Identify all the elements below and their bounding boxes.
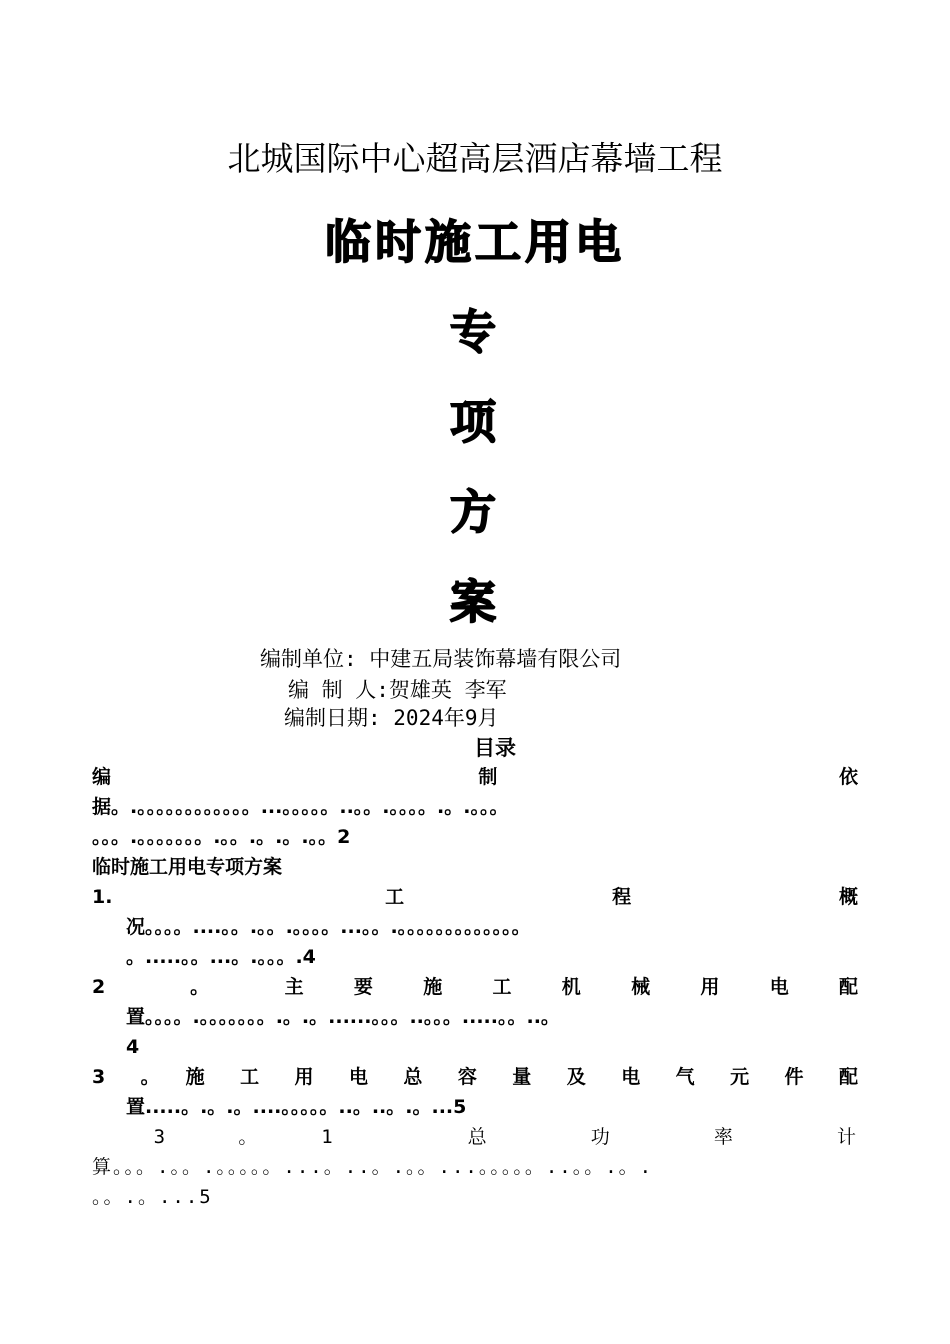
toc-line[interactable]: 3 。 施 工 用 电 总 容 量 及 电 气 元 件 配 bbox=[92, 1066, 858, 1088]
toc-line[interactable]: 4 bbox=[126, 1036, 140, 1058]
toc-line[interactable]: 3 。 1 总 功 率 计 bbox=[92, 1126, 858, 1148]
doc-title-line-4: 方 bbox=[450, 485, 500, 539]
toc-line[interactable]: 2 。 主 要 施 工 机 械 用 电 配 bbox=[92, 976, 858, 998]
toc-line[interactable]: 编 制 依 bbox=[92, 766, 858, 788]
doc-title-line-5: 案 bbox=[450, 575, 500, 629]
compiler-unit: 编制单位: 中建五局装饰幕墙有限公司 bbox=[260, 647, 622, 671]
toc-line[interactable]: 置.....。.。.。....。。。。。..。..。.。...5 bbox=[126, 1096, 467, 1118]
doc-title-line-1: 临时施工用电 bbox=[325, 215, 625, 269]
toc-line[interactable]: 算。。。.。。.。。。。。...。..。.。。...。。。。。..。。.。. bbox=[92, 1156, 654, 1178]
toc-line[interactable]: 临时施工用电专项方案 bbox=[92, 856, 283, 878]
toc-line[interactable]: 况。。。。....。。.。。.。。。。...。。.。。。。。。。。。。。。。 bbox=[126, 916, 531, 938]
project-title: 北城国际中心超高层酒店幕墙工程 bbox=[227, 139, 723, 178]
toc-line[interactable]: 。.....。。...。.。。。.4 bbox=[126, 946, 316, 968]
doc-title-line-3: 项 bbox=[450, 395, 500, 449]
toc-line[interactable]: 。。.。...5 bbox=[92, 1186, 213, 1208]
toc-heading: 目录 bbox=[474, 736, 516, 760]
doc-title-line-2: 专 bbox=[450, 305, 500, 359]
toc-line[interactable]: 据。.。。。。。。。。。。。。...。。。。。..。。.。。。。.。.。。。 bbox=[92, 796, 509, 818]
toc-line[interactable]: 。。。.。。。。。。。.。。.。.。.。。2 bbox=[92, 826, 351, 848]
toc-line[interactable]: 置。。。。.。。。。。。。.。.。......。。。..。。。.....。。..。 bbox=[126, 1006, 560, 1028]
table-of-contents bbox=[92, 762, 858, 1212]
toc-line[interactable]: 1. 工 程 概 bbox=[92, 886, 858, 908]
compiler-person: 编 制 人:贺雄英 李军 bbox=[288, 678, 507, 702]
compile-date: 编制日期: 2024年9月 bbox=[284, 706, 499, 730]
